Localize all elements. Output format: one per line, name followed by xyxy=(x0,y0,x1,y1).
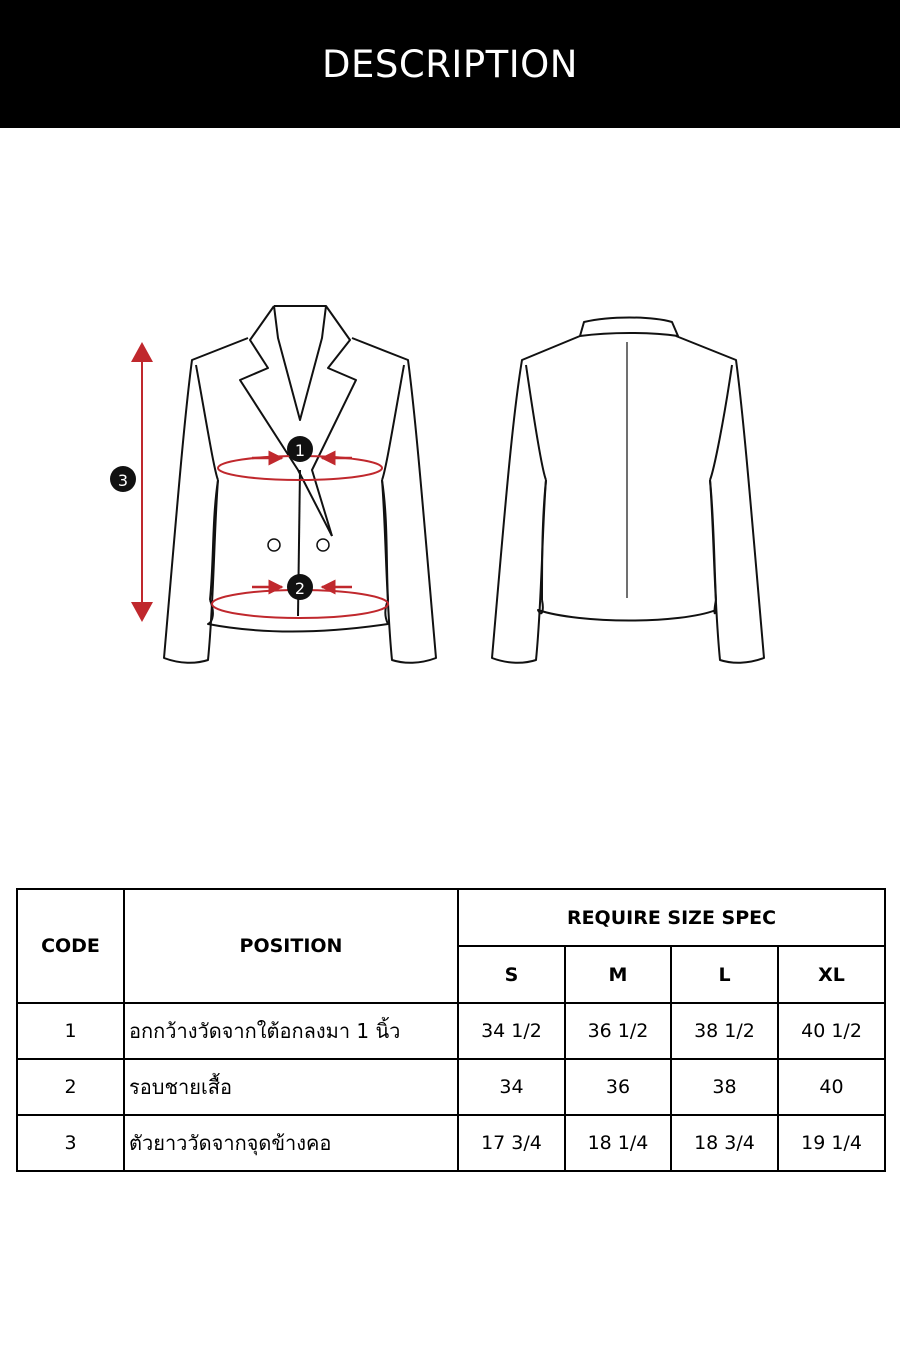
row-value-xl: 40 1/2 xyxy=(778,1003,885,1059)
row-value-s: 34 xyxy=(458,1059,565,1115)
row-value-xl: 19 1/4 xyxy=(778,1115,885,1171)
row-value-s: 17 3/4 xyxy=(458,1115,565,1171)
size-spec-table xyxy=(16,888,886,1172)
size-header-xl: XL xyxy=(778,946,885,1003)
row-position: รอบชายเสื้อ xyxy=(124,1059,458,1115)
row-code: 3 xyxy=(17,1115,124,1171)
table-row xyxy=(17,1003,885,1059)
jacket-front-drawing xyxy=(164,306,436,663)
row-value-xl: 40 xyxy=(778,1059,885,1115)
size-header-l: L xyxy=(671,946,778,1003)
page-title: DESCRIPTION xyxy=(322,42,578,86)
size-header-m: M xyxy=(565,946,671,1003)
row-value-l: 38 xyxy=(671,1059,778,1115)
row-value-l: 18 3/4 xyxy=(671,1115,778,1171)
code-header: CODE xyxy=(17,889,124,1003)
measurement-guides xyxy=(131,342,388,622)
header-bar xyxy=(0,0,900,128)
row-value-m: 36 xyxy=(565,1059,671,1115)
jacket-back-drawing xyxy=(492,318,764,663)
table-row xyxy=(17,1059,885,1115)
row-code: 2 xyxy=(17,1059,124,1115)
position-header: POSITION xyxy=(124,889,458,1003)
row-position: ตัวยาววัดจากจุดข้างคอ xyxy=(124,1115,458,1171)
row-code: 1 xyxy=(17,1003,124,1059)
row-value-l: 38 1/2 xyxy=(671,1003,778,1059)
svg-text:3: 3 xyxy=(117,471,129,490)
size-spec-header: REQUIRE SIZE SPEC xyxy=(458,889,885,946)
row-position: อกกว้างวัดจากใต้อกลงมา 1 นิ้ว xyxy=(124,1003,458,1059)
marker-1 xyxy=(287,436,313,462)
svg-text:1: 1 xyxy=(294,441,306,460)
row-value-m: 18 1/4 xyxy=(565,1115,671,1171)
marker-2 xyxy=(287,574,313,600)
size-header-s: S xyxy=(458,946,565,1003)
jacket-illustration xyxy=(0,290,900,680)
svg-text:2: 2 xyxy=(294,579,306,598)
row-value-s: 34 1/2 xyxy=(458,1003,565,1059)
table-row xyxy=(17,1115,885,1171)
marker-3 xyxy=(110,466,136,492)
row-value-m: 36 1/2 xyxy=(565,1003,671,1059)
